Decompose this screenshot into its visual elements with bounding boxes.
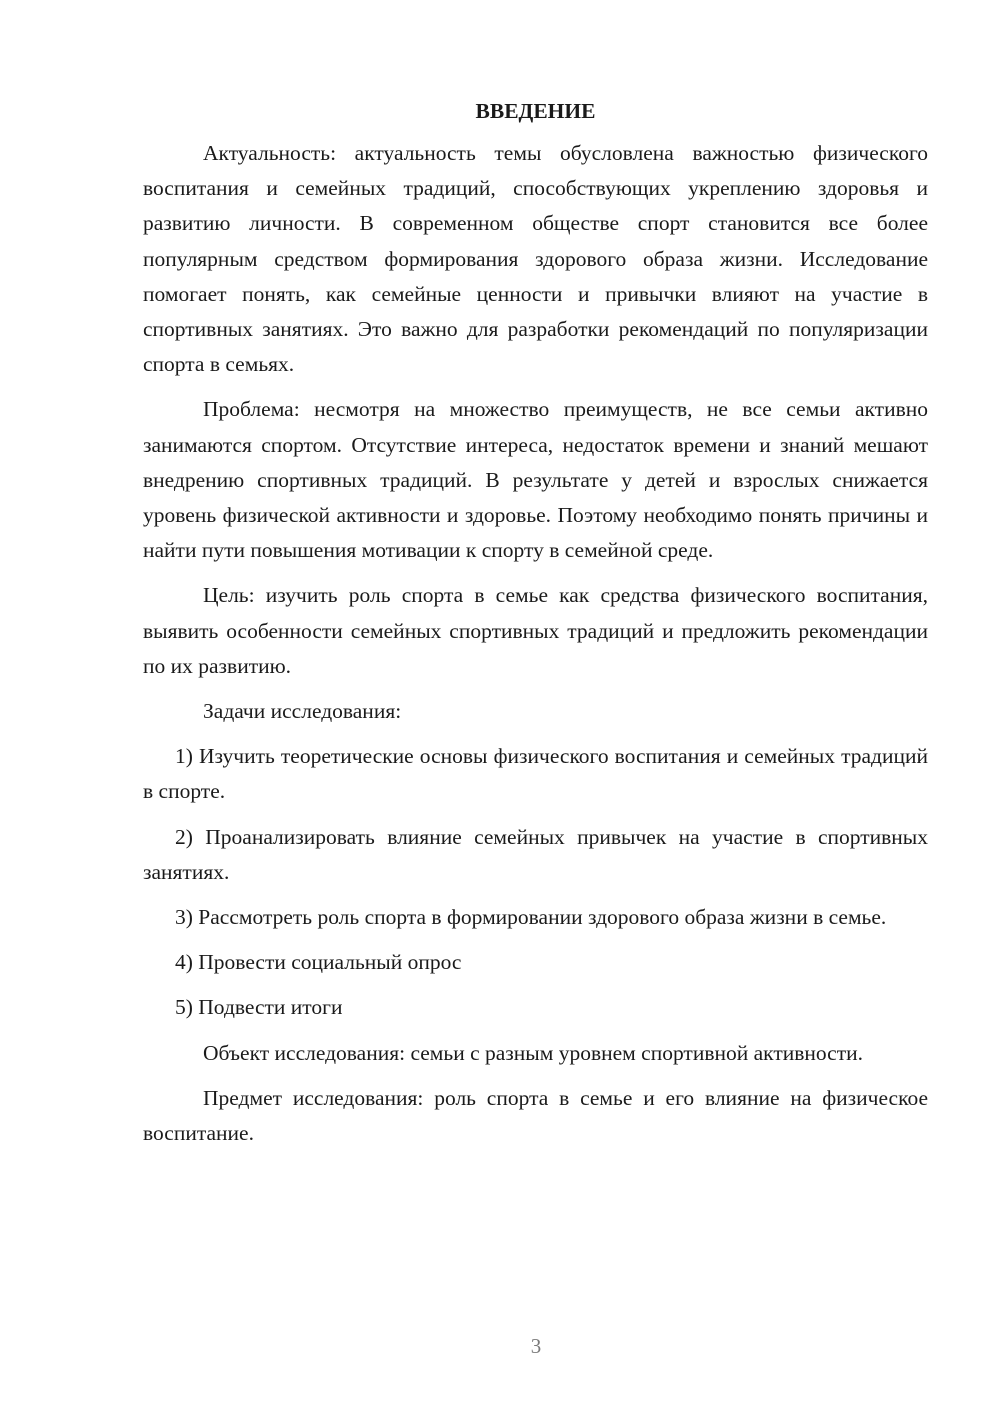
task-item-3: 3) Рассмотреть роль спорта в формировании здорового образа жизни в семье. [175,905,887,930]
page-title: ВВЕДЕНИЕ [475,99,596,123]
task-item-1: 1) Изучить теоретические основы физического воспитания и семейных традиций в спорте. [143,744,928,804]
page-number: 3 [530,1334,542,1358]
document-body [143,96,928,1161]
problem-paragraph: Проблема: несмотря на множество преимуществ, не все семьи активно занимаются спортом. Отсутствие интереса, недостаток времени и знаний мешают внедрению спортивных традиций. В результате у детей и взрослых снижается уровень физической активности и здоровье. Поэтому необходимо понять причины и найти пути повышения мотивации к спорту в семейной среде. [143,397,928,563]
goal-paragraph: Цель: изучить роль спорта в семье как средства физического воспитания, выявить особенности семейных спортивных традиций и предложить рекомендации по их развитию. [143,583,928,678]
subject-paragraph: Предмет исследования: роль спорта в семье и его влияние на физическое воспитание. [143,1085,928,1146]
object-paragraph: Объект исследования: семьи с разным уровнем спортивной активности. [203,1040,863,1065]
task-item-2: 2) Проанализировать влияние семейных привычек на участие в спортивных занятиях. [143,824,928,884]
task-item-4: 4) Провести социальный опрос [175,950,462,975]
task-item-5: 5) Подвести итоги [175,995,343,1020]
relevance-paragraph: Актуальность: актуальность темы обусловлена важностью физического воспитания и семейных традиций, способствующих укреплению здоровья и развитию личности. В современном обществе спорт становится все более популярным средством формирования здорового образа жизни. Исследование помогает понять, как семейные ценности и привычки влияют на участие в спортивных занятиях. Это важно для разработки рекомендаций по популяризации спорта в семьях. [143,141,928,377]
tasks-heading: Задачи исследования: [203,699,402,724]
